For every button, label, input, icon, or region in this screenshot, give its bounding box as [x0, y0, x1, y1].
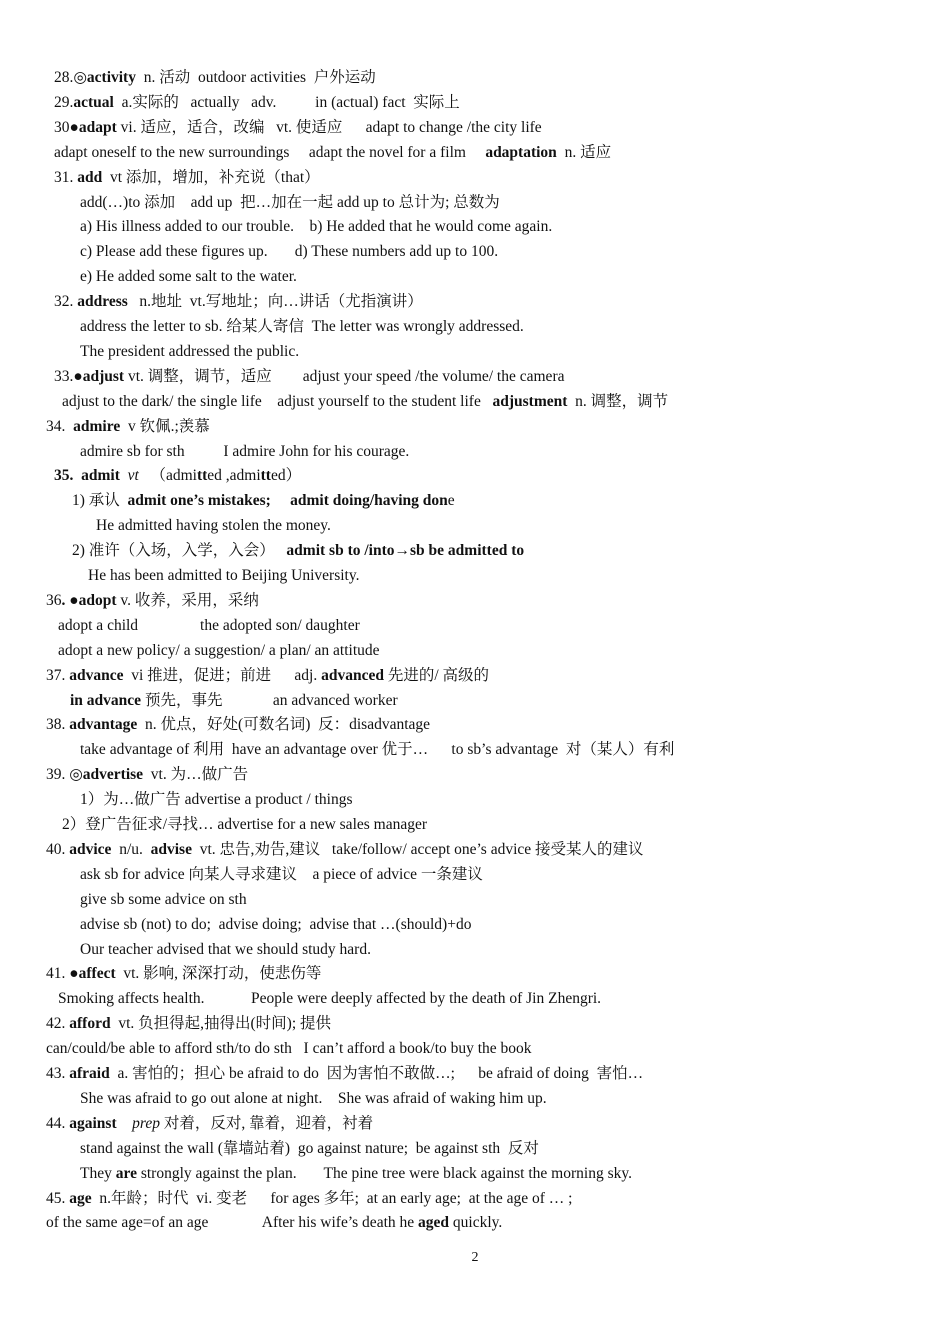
headword-text: age — [69, 1189, 92, 1207]
entry-line — [80, 865, 483, 885]
entry-line — [54, 68, 376, 88]
line-text: vt. 负担得起,抽得出(时间); 提供 — [110, 1015, 332, 1033]
headword-text: tt — [196, 467, 208, 485]
line-text: give sb some advice on sth — [80, 890, 247, 908]
entry-line — [80, 242, 498, 262]
entry-line — [58, 989, 601, 1009]
headword-text: . ●adopt — [61, 591, 117, 609]
line-text: （admi — [138, 467, 197, 485]
line-text: ed） — [270, 467, 302, 485]
line-text: of the same age=of an age After his wife’s death he — [46, 1214, 419, 1232]
line-text: vt. 影响, 深深打动，使悲伤等 — [115, 965, 322, 983]
entry-line — [58, 641, 380, 661]
line-text: 34. — [46, 417, 74, 435]
line-text: 39. ◎ — [46, 766, 83, 784]
line-text: adapt oneself to the new surroundings adapt the novel for a film — [54, 143, 486, 161]
entry-line — [80, 1164, 632, 1184]
line-text: 44. — [46, 1114, 70, 1132]
entry-line — [70, 691, 398, 711]
line-text: 37. — [46, 666, 70, 684]
headword-text: advertise — [82, 766, 144, 784]
line-text: 2) 准许（入场，入学，入会） — [72, 542, 287, 560]
entry-line — [80, 915, 471, 935]
entry-line — [80, 1089, 547, 1109]
headword-text: aged — [418, 1214, 450, 1232]
entry-line — [54, 168, 320, 188]
line-text: She was afraid to go out alone at night. She was afraid of waking him up. — [80, 1089, 547, 1107]
entry-line — [80, 317, 524, 337]
line-text: 41. ● — [46, 965, 79, 983]
line-text: vi 推进，促进；前进 adj. — [123, 666, 322, 684]
line-text: adjust to the dark/ the single life adjust yourself to the student life — [62, 392, 493, 410]
entry-line — [58, 616, 360, 636]
entry-line — [88, 566, 359, 586]
line-text: 43. — [46, 1065, 70, 1082]
entry-line — [54, 143, 611, 163]
line-text: v. 收养，采用，采纳 — [116, 591, 259, 609]
entry-line — [80, 940, 371, 960]
headword-text: admit one’s mistakes; admit doing/having don — [127, 492, 448, 510]
line-text: e) He added some salt to the water. — [80, 268, 297, 286]
line-text: 32. — [54, 293, 78, 311]
line-text: 36 — [46, 591, 62, 609]
entry-line — [46, 591, 259, 611]
line-text: c) Please add these figures up. d) These numbers add up to 100. — [80, 243, 499, 261]
line-text: vt. 为…做广告 — [143, 766, 249, 784]
line-text: 28.◎ — [54, 69, 87, 86]
line-text: n. 活动 outdoor activities 户外运动 — [135, 69, 376, 86]
line-text: Smoking affects health. People were deeply affected by the death of Jin Zhengri. — [58, 990, 602, 1008]
line-text: 38. — [46, 716, 70, 734]
headword-text: advance — [69, 666, 124, 684]
line-text: Our teacher advised that we should study hard. — [80, 940, 371, 958]
headword-text: adapt — [78, 118, 117, 136]
entry-line — [54, 93, 460, 113]
entry-line — [46, 1213, 502, 1233]
entry-line — [80, 890, 247, 910]
line-text: stand against the wall (靠墙站着) go against nature; be against sth 反对 — [80, 1139, 539, 1157]
entry-line — [54, 367, 564, 387]
line-text: 预先，事先 an advanced worker — [141, 691, 398, 709]
line-text: strongly against the plan. The pine tree were black against the morning sky. — [136, 1164, 632, 1182]
entry-line — [46, 1189, 572, 1209]
line-text: take advantage of 利用 have an advantage over 优于… to sb’s advantage 对（某人）有利 — [80, 741, 675, 759]
headword-text: add — [77, 168, 103, 186]
line-text: e — [447, 492, 455, 510]
entry-line — [80, 790, 353, 810]
line-text: 31. — [54, 168, 78, 186]
line-text: n.年龄；时代 vi. 变老 for ages 多年; at an early age; at the age of … ; — [91, 1189, 573, 1207]
entry-line — [96, 516, 331, 536]
line-text: n. 适应 — [556, 143, 612, 161]
entry-line — [54, 292, 423, 312]
headword-text: activity — [86, 69, 136, 86]
line-text — [117, 1115, 133, 1132]
entry-line — [80, 217, 552, 237]
headword-text: advanced — [321, 666, 384, 684]
line-text: The president addressed the public. — [80, 342, 300, 360]
line-text: They — [80, 1164, 116, 1182]
entry-line — [54, 118, 542, 138]
headword-text: advantage — [69, 716, 138, 734]
line-text: n. 调整，调节 — [567, 392, 669, 410]
line-text: advise sb (not) to do; advise doing; advise that …(should)+do — [80, 915, 472, 933]
entry-line — [80, 740, 674, 760]
line-text: ask sb for advice 向某人寻求建议 a piece of advice 一条建议 — [80, 865, 483, 883]
headword-text: adjustment — [492, 392, 568, 410]
line-text: can/could/be able to afford sth/to do sth I can’t afford a book/to buy the book — [46, 1040, 532, 1058]
line-text: 45. — [46, 1189, 70, 1207]
headword-text: tt — [260, 467, 271, 485]
line-text: 1）为…做广告 advertise a product / things — [80, 791, 353, 809]
line-text: add(…)to 添加 add up 把…加在一起 add up to 总计为; 总数为 — [80, 193, 500, 211]
headword-text: against — [69, 1114, 117, 1132]
line-text: 29. — [54, 93, 74, 111]
entry-line — [46, 666, 489, 686]
line-text: vt. 忠告,劝告,建议 take/follow/ accept one’s advice 接受某人的建议 — [191, 840, 644, 858]
line-text: vt. 调整，调节，适应 adjust your speed /the volume/ the camera — [124, 367, 565, 385]
entry-line — [46, 1014, 331, 1034]
line-text: admire sb for sth I admire John for his courage. — [80, 442, 410, 460]
line-text: 2）登广告征求/寻找… advertise for a new sales manager — [62, 816, 428, 833]
headword-text: adjust — [82, 367, 125, 385]
line-text: 40. — [46, 840, 70, 858]
headword-text: 35. admit — [54, 467, 120, 485]
headword-text: affect — [78, 965, 116, 983]
line-text: He has been admitted to Beijing University. — [88, 567, 360, 584]
headword-text: admire — [73, 417, 121, 435]
headword-text: afford — [69, 1015, 111, 1033]
entry-line — [80, 442, 409, 462]
line-text: n. 优点，好处(可数名词) 反：disadvantage — [137, 716, 431, 734]
headword-text: advice — [69, 840, 112, 858]
page-number: 2 — [471, 1250, 479, 1265]
line-text: a.实际的 actually adv. in (actual) fact 实际上 — [113, 93, 460, 111]
entry-line — [80, 267, 297, 287]
headword-text: admit sb to /into→sb be admitted to — [286, 542, 525, 560]
line-text: adopt a child the adopted son/ daughter — [58, 616, 360, 634]
line-text: He admitted having stolen the money. — [96, 517, 331, 535]
line-text: n.地址 vt.写地址；向…讲话（尤指演讲） — [127, 293, 423, 311]
headword-text: in advance — [70, 691, 142, 709]
line-text: vt — [127, 467, 139, 485]
line-text: 33.● — [54, 367, 83, 385]
line-text: 对着，反对, 靠着，迎着，衬着 — [159, 1114, 374, 1132]
entry-line — [62, 392, 668, 412]
entry-line — [72, 541, 524, 561]
line-text: vt 添加，增加，补充说（that） — [102, 168, 320, 186]
line-text: a) His illness added to our trouble. b) He added that he would come again. — [80, 218, 553, 236]
line-text: address the letter to sb. 给某人寄信 The letter was wrongly addressed. — [80, 318, 524, 335]
line-text: vi. 适应，适合，改编 vt. 使适应 adapt to change /the city life — [116, 118, 542, 136]
headword-text: are — [115, 1164, 137, 1182]
entry-line — [46, 1064, 643, 1084]
entry-line — [72, 491, 455, 511]
line-text: 42. — [46, 1015, 70, 1033]
entry-line — [46, 1114, 373, 1134]
entry-line — [80, 342, 299, 362]
line-text: v 钦佩.;羡慕 — [120, 417, 210, 435]
entry-line — [46, 417, 210, 437]
headword-text: afraid — [69, 1065, 110, 1082]
entry-line — [80, 193, 500, 213]
entry-line — [46, 840, 644, 860]
line-text: prep — [132, 1114, 160, 1132]
line-text: n/u. — [111, 840, 151, 858]
line-text: ed ,admi — [207, 467, 261, 485]
entry-line — [62, 815, 427, 835]
headword-text: address — [77, 293, 128, 311]
headword-text: actual — [73, 93, 114, 111]
entry-line — [54, 466, 301, 486]
line-text: a. 害怕的；担心 be afraid to do 因为害怕不敢做…; be afraid of doing 害怕… — [109, 1065, 644, 1082]
entry-line — [80, 1139, 539, 1159]
line-text: quickly. — [449, 1214, 503, 1232]
line-text — [120, 467, 128, 484]
line-text: 先进的/ 高级的 — [384, 666, 490, 684]
headword-text: adaptation — [485, 143, 557, 161]
headword-text: advise — [150, 840, 192, 858]
line-text: 30● — [54, 118, 79, 136]
entry-line — [46, 1039, 532, 1059]
entry-line — [46, 715, 430, 735]
entry-line — [46, 765, 248, 785]
line-text: adopt a new policy/ a suggestion/ a plan/ an attitude — [58, 641, 380, 659]
entry-line — [46, 964, 321, 984]
line-text: 1) 承认 — [72, 492, 128, 510]
